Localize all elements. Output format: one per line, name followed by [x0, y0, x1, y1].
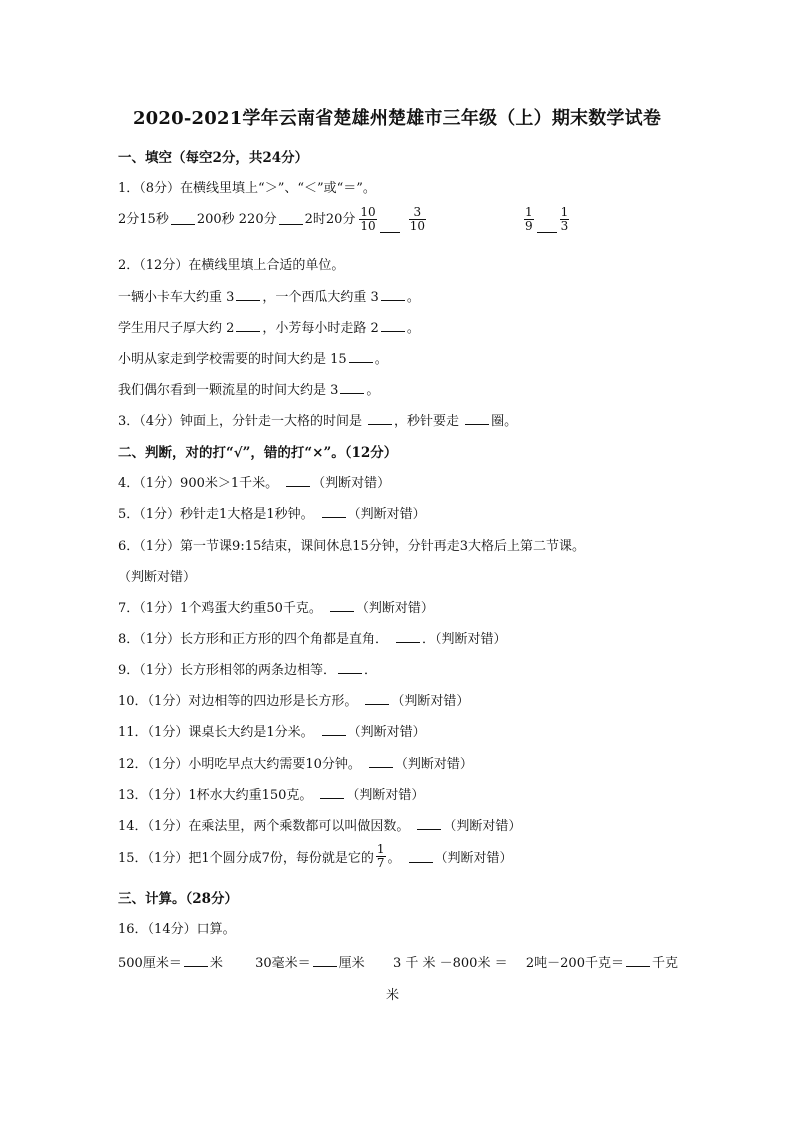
section-heading-calc: 三、计算。（28分）: [118, 891, 239, 907]
answer-blank[interactable]: [330, 599, 354, 612]
answer-blank[interactable]: [349, 350, 373, 363]
question-1: 1．（8分）在横线里填上“＞”、“＜”或“＝”。: [118, 181, 376, 196]
answer-blank[interactable]: [365, 692, 389, 705]
answer-blank[interactable]: [171, 212, 195, 225]
judge-question-9: 9．（1分）长方形相邻的两条边相等． ．: [118, 663, 378, 678]
judge-question-8: 8．（1分）长方形和正方形的四个角都是直角． ．（判断对错）: [118, 632, 507, 647]
answer-blank[interactable]: [626, 954, 650, 967]
calc-row-wrap: 米: [386, 988, 400, 1003]
q2-line-4: 我们偶尔看到一颗流星的时间大约是 3 。: [118, 383, 380, 398]
fraction: $\frac{1}{7}$: [376, 842, 385, 871]
fraction: $\frac{1}{9}$: [525, 205, 533, 234]
question-16: 16．（14分）口算。: [118, 922, 236, 937]
q1-item-a: 2分15秒: [118, 212, 169, 228]
answer-blank[interactable]: [368, 412, 392, 425]
q2-line-2: 学生用尺子厚大约 2 ，小芳每小时走路 2 。: [118, 321, 420, 336]
judge-question-12: 12．（1分）小明吃早点大约需要10分钟。 （判断对错）: [118, 757, 473, 772]
judge-question-5: 5．（1分）秒针走1大格是1秒钟。 （判断对错）: [118, 507, 426, 522]
answer-blank[interactable]: [381, 319, 405, 332]
answer-blank[interactable]: [396, 630, 420, 643]
judge-question-15: 15．（1分）把1个圆分成7份，每份就是它的 $\frac{1}{7}$ 。 （判断对错）: [118, 842, 513, 871]
q1-compare-row: [118, 206, 428, 233]
fraction: $\frac{3}{10}$: [409, 205, 425, 234]
fraction: $\frac{1}{3}$: [560, 205, 569, 234]
q1-item-c: 2时20分: [304, 212, 356, 228]
answer-blank[interactable]: [322, 723, 346, 736]
answer-blank[interactable]: [236, 288, 260, 301]
q1-compare-row-2: [522, 206, 571, 233]
question-2: 2．（12分）在横线里填上合适的单位。: [118, 258, 345, 273]
question-3: 3．（4分）钟面上，分针走一大格的时间是 ，秒针要走 圈。: [118, 414, 518, 429]
page-title: 2020-2021学年云南省楚雄州楚雄市三年级（上）期末数学试卷: [132, 108, 662, 129]
judge-question-10: 10．（1分）对边相等的四边形是长方形。 （判断对错）: [118, 694, 470, 709]
answer-blank[interactable]: [369, 755, 393, 768]
answer-blank[interactable]: [340, 381, 364, 394]
answer-blank[interactable]: [279, 212, 303, 225]
judge-question-14: 14．（1分）在乘法里，两个乘数都可以叫做因数。 （判断对错）: [118, 819, 522, 834]
q2-line-3: 小明从家走到学校需要的时间大约是 15 。: [118, 352, 388, 367]
judge-question-13: 13．（1分）1杯水大约重150克。 （判断对错）: [118, 788, 425, 803]
judge-question-7: 7．（1分）1个鸡蛋大约重50千克。 （判断对错）: [118, 601, 434, 616]
judge-question-11: 11．（1分）课桌长大约是1分米。 （判断对错）: [118, 725, 426, 740]
answer-blank[interactable]: [236, 319, 260, 332]
answer-blank[interactable]: [537, 232, 557, 233]
calc-row: 500厘米＝ 米 30毫米＝ 厘米 3 千 米 －800米 ＝ 2吨－200千克＝ 千克: [118, 956, 678, 971]
judge-question-4: 4．（1分）900米＞1千米。 （判断对错）: [118, 476, 391, 491]
section-heading-fill: 一、填空（每空2分，共24分）: [118, 150, 309, 166]
answer-blank[interactable]: [322, 505, 346, 518]
q2-line-1: 一辆小卡车大约重 3 ，一个西瓜大约重 3 。: [118, 290, 420, 305]
q1-item-b: 200秒 220分: [196, 212, 277, 228]
answer-blank[interactable]: [320, 786, 344, 799]
answer-blank[interactable]: [417, 817, 441, 830]
judge-question-6-suffix: （判断对错）: [118, 570, 197, 585]
section-heading-judge: 二、判断，对的打“√”，错的打“×”。（12分）: [118, 445, 398, 461]
answer-blank[interactable]: [380, 232, 400, 233]
answer-blank[interactable]: [409, 850, 433, 863]
answer-blank[interactable]: [381, 288, 405, 301]
fraction: $\frac{10}{10}$: [360, 205, 376, 234]
answer-blank[interactable]: [184, 954, 208, 967]
answer-blank[interactable]: [338, 661, 362, 674]
answer-blank[interactable]: [465, 412, 489, 425]
answer-blank[interactable]: [286, 474, 310, 487]
judge-question-6: 6．（1分）第一节课9:15结束，课间休息15分钟，分针再走3大格后上第二节课。: [118, 539, 586, 554]
answer-blank[interactable]: [313, 954, 337, 967]
